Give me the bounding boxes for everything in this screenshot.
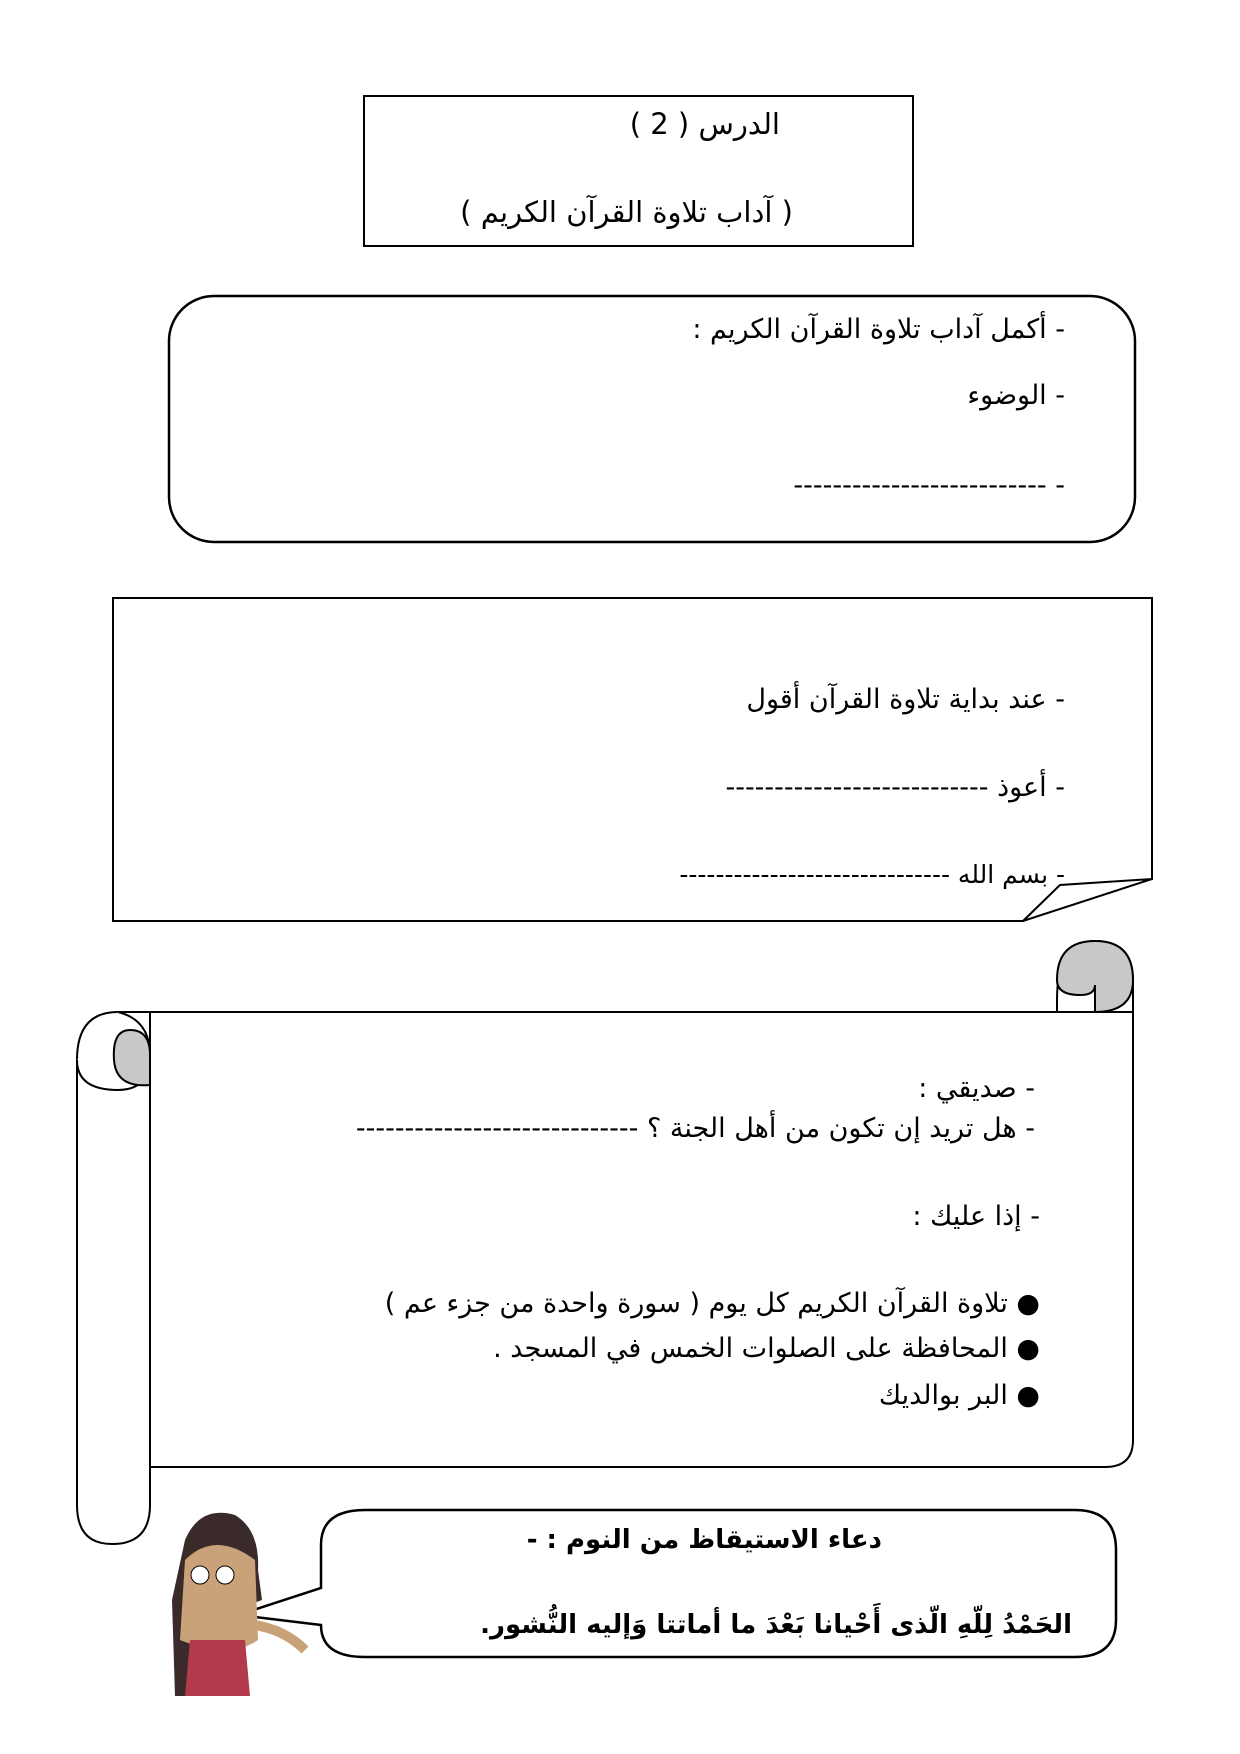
box1-answer-blank[interactable]: - --------------------------	[793, 470, 1065, 501]
scroll-bullet-2: ● المحافظة على الصلوات الخمس في المسجد .	[493, 1333, 1040, 1364]
bullet-text: المحافظة على الصلوات الخمس في المسجد .	[493, 1333, 1008, 1364]
scroll-greeting: - صديقي :	[918, 1073, 1035, 1104]
box1-item-wudu: - الوضوء	[967, 380, 1065, 411]
bubble-prayer: الحَمْدُ لِلّهِ الّذى أَحْيانا بَعْدَ ما أماتتا وَإليه النُّشور.	[480, 1610, 1072, 1640]
scroll-frame	[77, 941, 1133, 1544]
lesson-number: الدرس ( 2 )	[629, 107, 780, 141]
box2-basmala-blank[interactable]: - بسم الله ------------------------------	[679, 860, 1065, 889]
bullet-text: البر بوالديك	[878, 1380, 1008, 1411]
box2-line-start: - عند بداية تلاوة القرآن أقول	[746, 684, 1065, 715]
box1-prompt: - أكمل آداب تلاوة القرآن الكريم :	[692, 314, 1065, 345]
scroll-bullet-1: ● تلاوة القرآن الكريم كل يوم ( سورة واحدة من جزء عم )	[384, 1288, 1040, 1319]
scroll-bullet-3: ● البر بوالديك	[878, 1380, 1040, 1411]
lesson-title: ( آداب تلاوة القرآن الكريم )	[460, 195, 793, 229]
bullet-text: تلاوة القرآن الكريم كل يوم ( سورة واحدة من جزء عم )	[384, 1288, 1008, 1319]
scroll-question[interactable]: - هل تريد إن تكون من أهل الجنة ؟ -----------------------------	[355, 1113, 1035, 1144]
bubble-heading: دعاء الاستيقاظ من النوم : -	[526, 1525, 882, 1555]
scroll-then: - إذا عليك :	[912, 1201, 1040, 1232]
box2-audhu-blank[interactable]: - أعوذ ---------------------------	[725, 772, 1065, 803]
